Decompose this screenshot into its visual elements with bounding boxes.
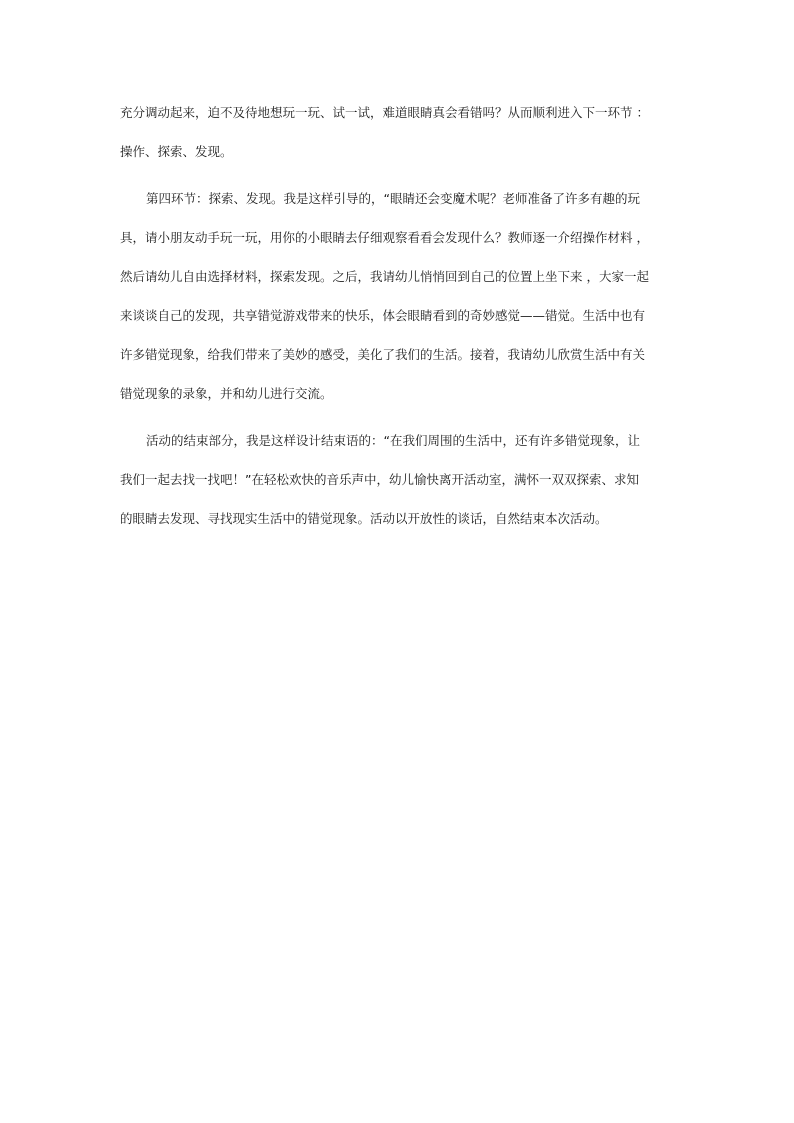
text-line: 错觉现象的录象，并和幼儿进行交流。: [120, 386, 333, 401]
text-line: 我们一起去找一找吧！”在轻松欢快的音乐声中，幼儿愉快离开活动室，满怀一双双探索、求知: [120, 472, 639, 487]
paragraph-3: [120, 432, 680, 528]
document-body: [120, 104, 680, 528]
text-line: 然后请幼儿自由选择材料，探索发现。之后，我请幼儿悄悄回到自己的位置上坐下来 ，大家一起: [120, 269, 649, 284]
text-line: 来谈谈自己的发现，共享错觉游戏带来的快乐，体会眼睛看到的奇妙感觉——错觉。生活中也有: [120, 308, 646, 323]
paragraph-2: [120, 190, 680, 403]
text-line: 许多错觉现象，给我们带来了美妙的感受，美化了我们的生活。接着，我请幼儿欣赏生活中有关: [120, 347, 646, 362]
text-line: 操作、探索、发现。: [120, 144, 233, 159]
text-line: 活动的结束部分，我是这样设计结束语的：“在我们周围的生活中，还有许多错觉现象，让: [146, 433, 640, 448]
paragraph-1: [120, 104, 680, 161]
text-line: 的眼睛去发现、寻找现实生活中的错觉现象。活动以开放性的谈话，自然结束本次活动。: [120, 511, 608, 526]
text-line: 第四环节：探索、发现。我是这样引导的，“眼睛还会变魔术呢？老师准备了许多有趣的玩: [146, 191, 640, 206]
text-line: 具，请小朋友动手玩一玩，用你的小眼睛去仔细观察看看会发现什么？教师逐一介绍操作材料 ，: [120, 230, 649, 245]
text-line: 充分调动起来，迫不及待地想玩一玩、试一试，难道眼睛真会看错吗？从而顺利进入下一环节 ：: [120, 105, 649, 120]
